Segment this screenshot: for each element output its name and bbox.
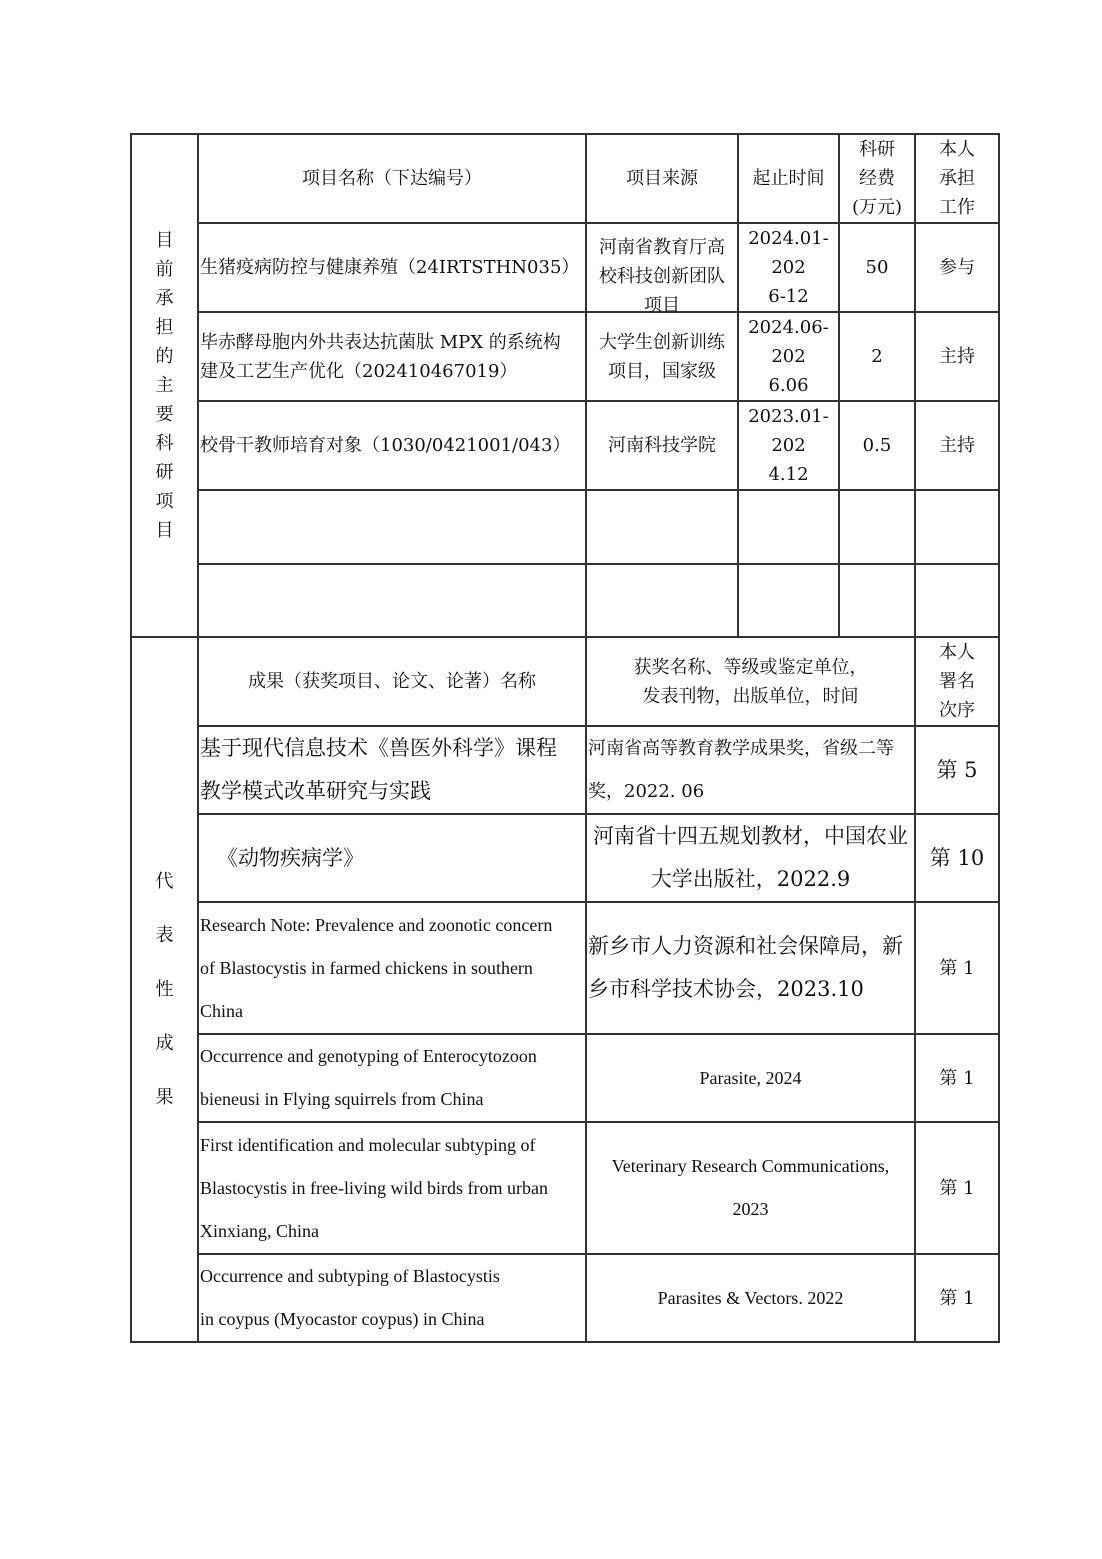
project-role: 主持: [915, 401, 999, 490]
achievement-name: 基于现代信息技术《兽医外科学》课程 教学模式改革研究与实践: [198, 726, 586, 814]
achievement-row: [131, 1254, 999, 1342]
project-funding: 2: [839, 312, 915, 401]
project-period: 2023.01-202 4.12: [738, 401, 839, 490]
achievement-order: 第 5: [915, 726, 999, 814]
research-table: [130, 133, 1000, 1343]
projects-side-label: 目 前 承 担 的 主 要 科 研 项 目: [131, 134, 198, 637]
achievement-award: Veterinary Research Communications, 2023: [586, 1122, 915, 1254]
header-period: 起止时间: [738, 134, 839, 223]
project-funding: 0.5: [839, 401, 915, 490]
achievement-order: 第 1: [915, 902, 999, 1034]
project-source: 大学生创新训练 项目，国家级: [586, 312, 738, 401]
achievement-row: [131, 902, 999, 1034]
header-project-name: 项目名称（下达编号）: [198, 134, 586, 223]
achievement-order: 第 1: [915, 1254, 999, 1342]
achievement-name: Occurrence and subtyping of Blastocystis in coypus (Myocastor coypus) in China: [198, 1254, 586, 1342]
achievement-row: [131, 726, 999, 814]
header-order: 本人 署名 次序: [915, 637, 999, 726]
header-role: 本人 承担 工作: [915, 134, 999, 223]
project-row-empty: [131, 490, 999, 564]
empty-cell: [915, 564, 999, 637]
achievements-side-label: 代 表 性 成 果: [131, 637, 198, 1342]
achievement-name: First identification and molecular subtyping of Blastocystis in free-living wild birds from urban Xinxiang, China: [198, 1122, 586, 1254]
project-source: 河南省教育厅高 校科技创新团队 项目: [586, 223, 738, 312]
achievement-award: Parasite, 2024: [586, 1034, 915, 1122]
empty-cell: [839, 564, 915, 637]
achievement-award: Parasites & Vectors. 2022: [586, 1254, 915, 1342]
form-sheet: [130, 133, 1000, 1343]
project-role: 主持: [915, 312, 999, 401]
achievement-order: 第 1: [915, 1034, 999, 1122]
projects-header-row: [131, 134, 999, 223]
achievement-award: 河南省高等教育教学成果奖，省级二等 奖，2022. 06: [586, 726, 915, 814]
empty-cell: [198, 564, 586, 637]
project-name: 生猪疫病防控与健康养殖（24IRTSTHN035）: [198, 223, 586, 312]
header-award: 获奖名称、等级或鉴定单位， 发表刊物，出版单位，时间: [586, 637, 915, 726]
project-funding: 50: [839, 223, 915, 312]
achievement-row: [131, 814, 999, 902]
header-funding: 科研 经费 (万元): [839, 134, 915, 223]
achievement-award: 河南省十四五规划教材，中国农业 大学出版社，2022.9: [586, 814, 915, 902]
project-period: 2024.06-202 6.06: [738, 312, 839, 401]
achievement-order: 第 1: [915, 1122, 999, 1254]
header-project-source: 项目来源: [586, 134, 738, 223]
empty-cell: [586, 490, 738, 564]
achievement-name: Research Note: Prevalence and zoonotic concern of Blastocystis in farmed chickens in southern China: [198, 902, 586, 1034]
achievements-header-row: [131, 637, 999, 726]
project-row: [131, 312, 999, 401]
achievement-name: 《动物疾病学》: [198, 814, 586, 902]
achievement-name: Occurrence and genotyping of Enterocytozoon bieneusi in Flying squirrels from China: [198, 1034, 586, 1122]
project-source: 河南科技学院: [586, 401, 738, 490]
project-name: 校骨干教师培育对象（1030/0421001/043）: [198, 401, 586, 490]
achievement-row: [131, 1122, 999, 1254]
empty-cell: [839, 490, 915, 564]
header-achievement-name: 成果（获奖项目、论文、论著）名称: [198, 637, 586, 726]
project-name: 毕赤酵母胞内外共表达抗菌肽 MPX 的系统构 建及工艺生产优化（202410467019）: [198, 312, 586, 401]
achievement-row: [131, 1034, 999, 1122]
project-row: [131, 401, 999, 490]
project-row: [131, 223, 999, 312]
empty-cell: [586, 564, 738, 637]
project-period: 2024.01-202 6-12: [738, 223, 839, 312]
empty-cell: [915, 490, 999, 564]
empty-cell: [738, 490, 839, 564]
achievement-order: 第 10: [915, 814, 999, 902]
empty-cell: [738, 564, 839, 637]
achievement-award: 新乡市人力资源和社会保障局，新 乡市科学技术协会，2023.10: [586, 902, 915, 1034]
project-role: 参与: [915, 223, 999, 312]
project-row-empty: [131, 564, 999, 637]
empty-cell: [198, 490, 586, 564]
